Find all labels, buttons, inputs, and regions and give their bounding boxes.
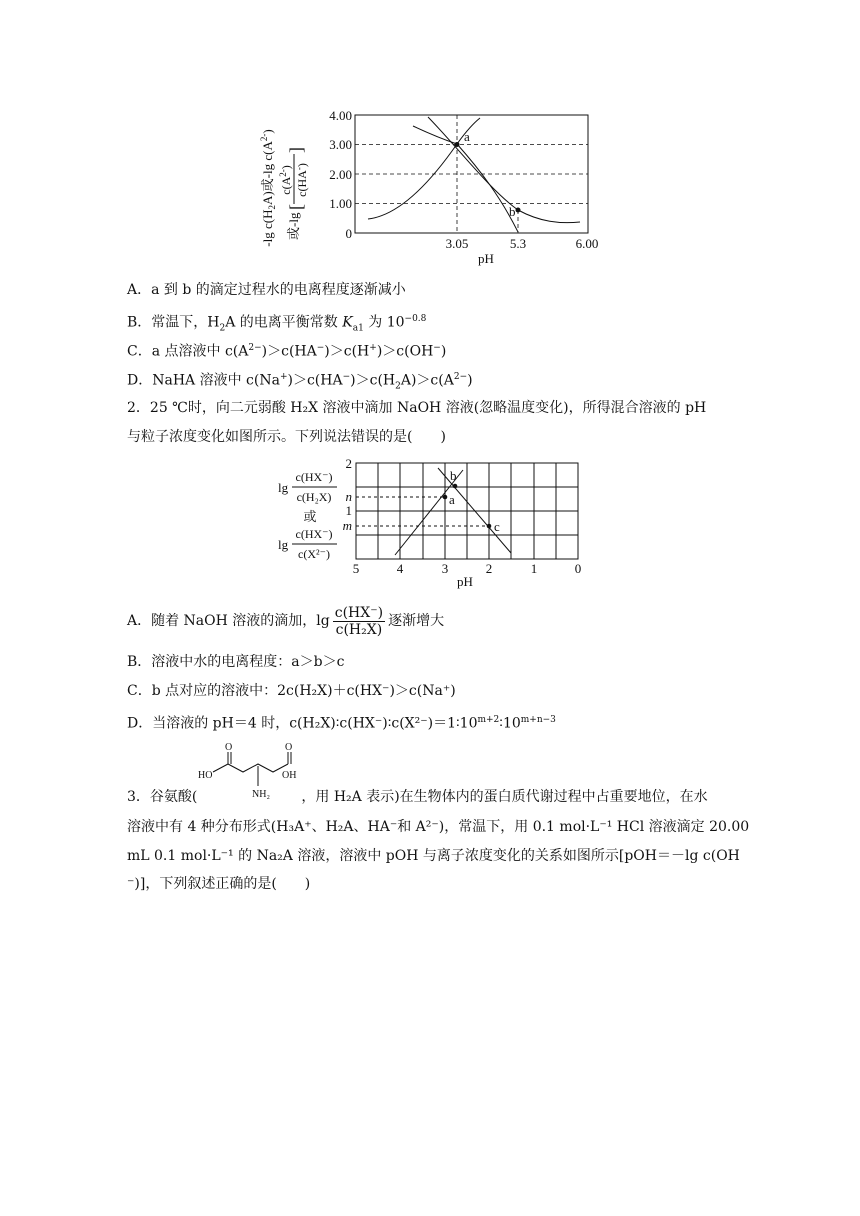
q3-stem-line4: ⁻)]，下列叙述正确的是( ): [127, 876, 311, 892]
svg-text:-lg c(H2A)或-lg c(A2-): -lg $c(H_2A)$或-lg $c(A^{2-})$: [259, 129, 277, 247]
q2-stem-line2: 与粒子浓度变化如图所示。下列说法错误的是( ): [127, 429, 446, 445]
q2-point-b: [453, 484, 458, 489]
svg-text:lg: lg: [278, 537, 289, 552]
q2-point-a-label: a: [449, 492, 455, 507]
q3-stem-line2: 溶液中有 4 种分布形式(H₃A⁺、H₂A、HA⁻和 A²⁻)，常温下，用 0.1 mol·L⁻¹ HCl 溶液滴定 20.00: [127, 819, 750, 835]
q1-xtick-600: 6.00: [575, 236, 599, 251]
q2-grid: [356, 463, 578, 559]
svg-text:c(A2-): $c(A^{2-})$: [278, 165, 293, 195]
q2-ytick-1: 1: [345, 503, 352, 518]
svg-text:O: O: [225, 742, 233, 753]
svg-text:c(H₂X): c(H₂X): [296, 490, 332, 504]
svg-text:c(HX⁻): c(HX⁻): [295, 527, 333, 541]
q2-point-a: [443, 495, 448, 500]
q2-xtick-1: 1: [530, 561, 538, 576]
q2-xtick-3: 3: [441, 561, 449, 576]
q3-stem-line1: 3．谷氨酸( ，用 H₂A 表示)在生物体内的蛋白质代谢过程中占重要地位，在水: [127, 789, 708, 805]
svg-text:OH: OH: [282, 770, 297, 781]
q2-chart: [0, 455, 860, 595]
q1-option-d: D．NaHA 溶液中 $c(Na^+)>c(HA^-)>c(H_2A)>c(A^{2-})$: [127, 372, 473, 392]
q2-option-a: A．随着 NaOH 溶液的滴加，lg $\frac{c(HX^-)}{\text{c(H₂X)}}$ 逐渐增大: [127, 604, 445, 638]
q1-y-axis-label: [259, 129, 277, 246]
q1-point-b-label: b: [509, 204, 516, 219]
q2-y-axis-label: [278, 470, 337, 561]
q1-option-c: C．a 点溶液中 $c(A^{2-})>c(HA^-)>c(H^+)>c(OH^-)$: [127, 343, 447, 360]
q2-point-c: [487, 524, 492, 529]
svg-text:[: [: [286, 204, 306, 210]
svg-text:HO: HO: [198, 770, 213, 781]
q2-ytick-2: 2: [345, 456, 352, 471]
q2-xtick-2: 2: [485, 561, 493, 576]
q1-x-axis-label: pH: [478, 251, 494, 266]
q1-y-axis-label-2: [278, 147, 309, 240]
svg-text:或-lg: 或-lg: [286, 212, 301, 240]
q2-xtick-5: 5: [352, 561, 360, 576]
svg-text:lg: lg: [278, 480, 289, 495]
q1-point-b: [516, 208, 521, 213]
svg-text:c(HA-): c(HA-): [294, 163, 309, 197]
svg-text:O: O: [285, 742, 293, 753]
svg-text:或: 或: [303, 509, 317, 524]
q1-ytick-3: 3.00: [329, 137, 352, 152]
q2-option-d: D．当溶液的 pH＝4 时，$c(H_2X)∶c(HX^-)∶c(X^{2-})=1∶10^{m+2}∶10^{m+n-3}$: [127, 715, 556, 732]
q1-option-b: B．常温下，$H_2A$ 的电离平衡常数 $K_{a1}$ 为 $10^{-0.8}$: [127, 314, 427, 334]
svg-text:]: ]: [286, 147, 306, 153]
q2-xtick-4: 4: [396, 561, 404, 576]
q2-x-axis-label: pH: [457, 574, 473, 589]
q2-point-b-label: b: [450, 468, 457, 483]
q2-ytick-n: n: [345, 489, 352, 504]
svg-text:c(X²⁻): c(X²⁻): [298, 547, 330, 561]
q2-ytick-m: m: [342, 518, 352, 533]
q1-point-a-label: a: [464, 129, 470, 144]
q1-ytick-1: 1.00: [329, 196, 352, 211]
svg-text:c(HX⁻): c(HX⁻): [295, 470, 333, 484]
q2-option-b: B．溶液中水的电离程度：a＞b＞c: [127, 654, 345, 670]
q1-ytick-0: 0: [345, 226, 352, 241]
q1-point-a: [455, 142, 460, 147]
q1-option-a: A．a 到 b 的滴定过程水的电离程度逐渐减小: [127, 282, 406, 298]
q2-option-c: C．b 点对应的溶液中：2c(H₂X)＋c(HX⁻)＞c(Na⁺): [127, 683, 456, 699]
svg-text:NH₂: NH₂: [252, 789, 270, 800]
q2-point-c-label: c: [494, 519, 500, 534]
q1-xtick-305: 3.05: [445, 236, 469, 251]
q1-ytick-4: 4.00: [329, 108, 352, 123]
q2-xtick-0: 0: [574, 561, 582, 576]
q2-stem-line1: 2．25 ℃时，向二元弱酸 H₂X 溶液中滴加 NaOH 溶液(忽略温度变化)，所得混合溶液的 pH: [127, 400, 707, 416]
q1-xtick-53: 5.3: [509, 236, 527, 251]
q3-stem-line3: mL 0.1 mol·L⁻¹ 的 Na₂A 溶液，溶液中 pOH 与离子浓度变化的关系如图所示[pOH＝－lg c(OH: [127, 848, 740, 864]
q1-ytick-2: 2.00: [329, 167, 352, 182]
